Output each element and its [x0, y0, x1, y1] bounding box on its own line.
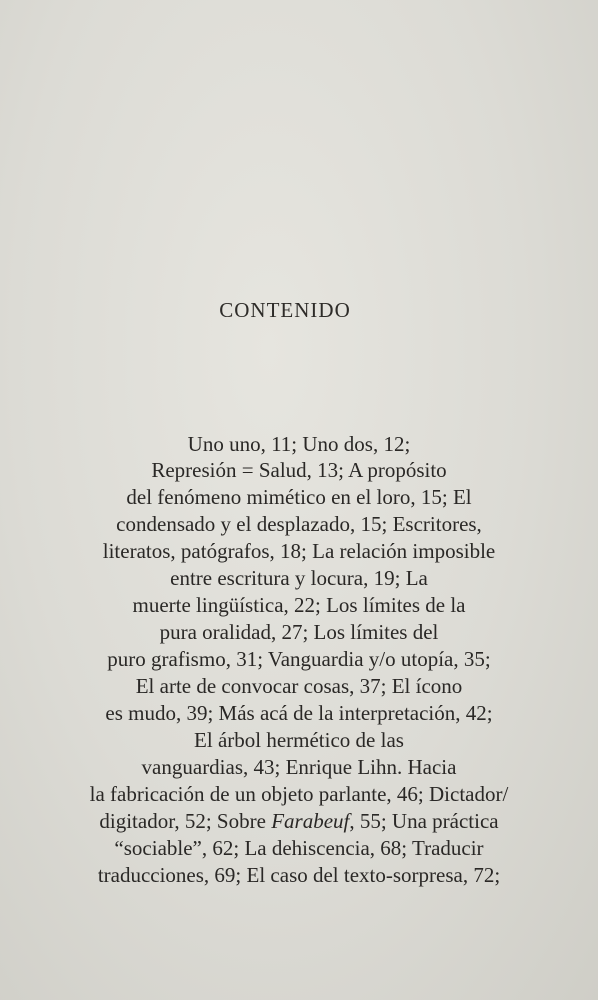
contents-heading: CONTENIDO — [219, 298, 351, 322]
contents-line: puro grafismo, 31; Vanguardia y/o utopía, 35; — [107, 647, 491, 671]
contents-line: El arte de convocar cosas, 37; El ícono — [135, 674, 463, 698]
contents-line: Uno uno, 11; Uno dos, 12; — [187, 432, 411, 456]
contents-line: El árbol hermético de las — [194, 728, 404, 752]
contents-line: del fenómeno mimético en el loro, 15; El — [126, 485, 472, 509]
contents-line: traducciones, 69; El caso del texto-sorpresa, 72; — [97, 863, 501, 887]
contents-line: la fabricación de un objeto parlante, 46; Dictador/ — [89, 782, 509, 806]
contents-line: entre escritura y locura, 19; La — [170, 566, 428, 590]
contents-line: literatos, patógrafos, 18; La relación imposible — [102, 539, 496, 563]
contents-line — [0, 809, 598, 833]
contents-line: Represión = Salud, 13; A propósito — [151, 458, 447, 482]
italic-title: Farabeuf — [271, 809, 350, 833]
contents-line: “sociable”, 62; La dehiscencia, 68; Traducir — [114, 836, 484, 860]
contents-line-part: digitador, 52; Sobre — [99, 809, 272, 833]
contents-line-part: , 55; Una práctica — [349, 809, 499, 833]
contents-line: vanguardias, 43; Enrique Lihn. Hacia — [141, 755, 457, 779]
contents-line: condensado y el desplazado, 15; Escritores, — [116, 512, 482, 536]
contents-line: pura oralidad, 27; Los límites del — [159, 620, 439, 644]
contents-line: es mudo, 39; Más acá de la interpretación, 42; — [105, 701, 493, 725]
contents-line: muerte lingüística, 22; Los límites de la — [132, 593, 466, 617]
